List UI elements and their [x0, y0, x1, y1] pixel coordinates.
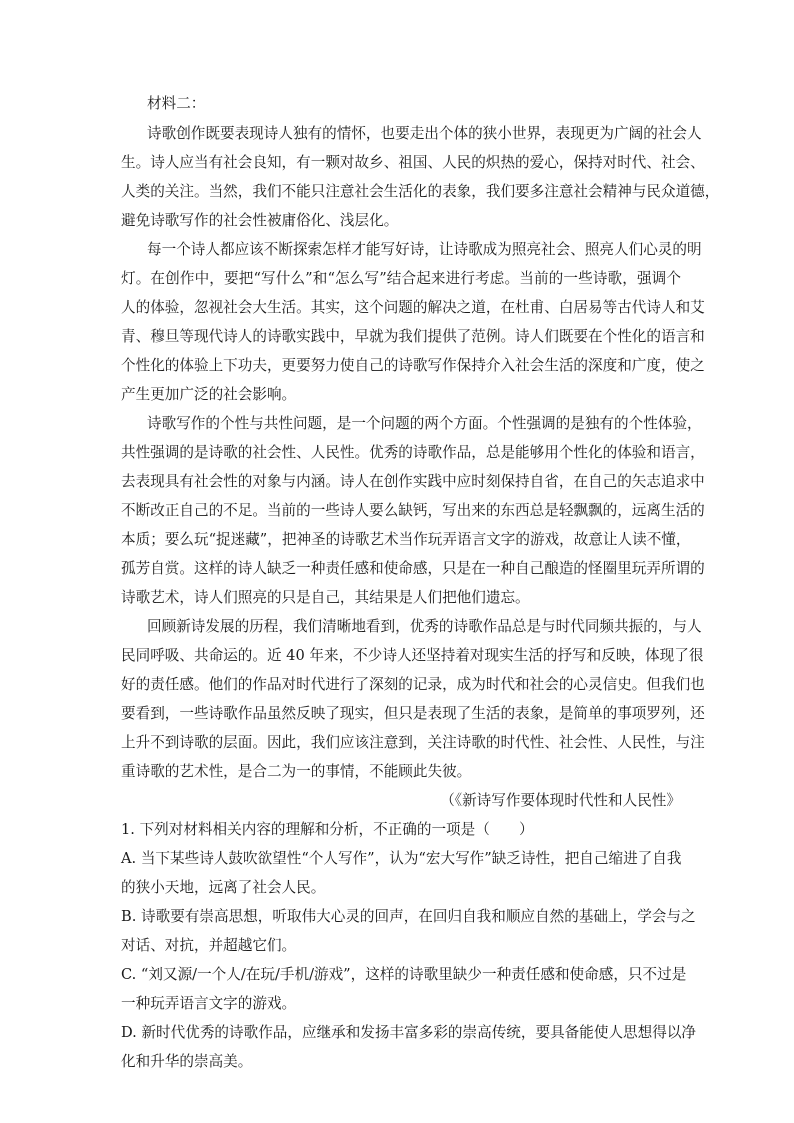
paragraph-3-line-1: 诗歌写作的个性与共性问题，是一个问题的两个方面。个性强调的是独有的个性体验，: [147, 415, 702, 432]
paragraph-3-line-7: 诗歌艺术，诗人们照亮的只是自己，其结果是人们把他们遗忘。: [121, 589, 530, 606]
question-stem: 1. 下列对材料相关内容的理解和分析，不正确的一项是（ ）: [121, 821, 534, 838]
paragraph-2-line-5: 个性化的体验上下功夫，更要努力使自己的诗歌写作保持介入社会生活的深度和广度，使之: [121, 357, 705, 374]
option-c-line-2: 一种玩弄语言文字的游戏。: [121, 995, 297, 1012]
option-a-line-1: A. 当下某些诗人鼓吹欲望性“个人写作”，认为“宏大写作”缺乏诗性，把自己缩进了自我: [121, 850, 682, 867]
paragraph-1-line-2: 生。诗人应当有社会良知，有一颗对故乡、祖国、人民的炽热的爱心，保持对时代、社会、: [121, 154, 705, 171]
paragraph-2-line-3: 人的体验，忽视社会大生活。其实，这个问题的解决之道，在杜甫、白居易等古代诗人和艾: [121, 299, 705, 316]
paragraph-4-line-6: 重诗歌的艺术性，是合二为一的事情，不能顾此失彼。: [121, 763, 472, 780]
paragraph-4-line-5: 上升不到诗歌的层面。因此，我们应该注意到，关注诗歌的时代性、社会性、人民性，与注: [121, 734, 705, 751]
paragraph-2-line-1: 每一个诗人都应该不断探索怎样才能写好诗，让诗歌成为照亮社会、照亮人们心灵的明: [147, 241, 702, 258]
paragraph-2-line-6: 产生更加广泛的社会影响。: [121, 386, 297, 403]
paragraph-4-line-1: 回顾新诗发展的历程，我们清晰地看到，优秀的诗歌作品总是与时代同频共振的，与人: [147, 618, 702, 635]
paragraph-4-line-2: 民同呼吸、共命运的。近 40 年来，不少诗人还坚持着对现实生活的抒写和反映，体现了很: [121, 647, 704, 664]
material-title: 材料二：: [147, 95, 206, 112]
paragraph-4-line-4: 要看到，一些诗歌作品虽然反映了现实，但只是表现了生活的表象，是简单的事项罗列，还: [121, 705, 705, 722]
paragraph-3-line-5: 本质；要么玩“捉迷藏”，把神圣的诗歌艺术当作玩弄语言文字的游戏，故意让人读不懂，: [121, 531, 691, 548]
option-d-line-2: 化和升华的崇高美。: [121, 1053, 253, 1070]
paragraph-2-line-4: 青、穆旦等现代诗人的诗歌实践中，早就为我们提供了范例。诗人们既要在个性化的语言和: [121, 328, 705, 345]
paragraph-1-line-1: 诗歌创作既要表现诗人独有的情怀，也要走出个体的狭小世界，表现更为广阔的社会人: [147, 125, 702, 142]
option-c-line-1: C. “刘又源/一个人/在玩/手机/游戏”，这样的诗歌里缺少一种责任感和使命感，只不过是: [121, 966, 687, 983]
source-citation: （《新诗写作要体现时代性和人民性》: [440, 792, 681, 809]
option-a-line-2: 的狭小天地，远离了社会人民。: [121, 879, 326, 896]
paragraph-3-line-4: 不断改正自己的不足。当前的一些诗人要么缺钙，写出来的东西总是轻飘飘的，远离生活的: [121, 502, 705, 519]
paragraph-3-line-6: 孤芳自赏。这样的诗人缺乏一种责任感和使命感，只是在一种自己酿造的怪圈里玩弄所谓的: [121, 560, 705, 577]
paragraph-4-line-3: 好的责任感。他们的作品对时代进行了深刻的记录，成为时代和社会的心灵信史。但我们也: [121, 676, 705, 693]
option-d-line-1: D. 新时代优秀的诗歌作品，应继承和发扬丰富多彩的崇高传统，要具备能使人思想得以净: [121, 1024, 697, 1041]
paragraph-1-line-4: 避免诗歌写作的社会性被庸俗化、浅层化。: [121, 212, 399, 229]
paragraph-2-line-2: 灯。在创作中，要把“写什么”和“怎么写”结合起来进行考虑。当前的一些诗歌，强调个: [121, 270, 681, 287]
paragraph-3-line-3: 去表现具有社会性的对象与内涵。诗人在创作实践中应时刻保持自省，在自己的矢志追求中: [121, 473, 705, 490]
paragraph-3-line-2: 共性强调的是诗歌的社会性、人民性。优秀的诗歌作品，总是能够用个性化的体验和语言，: [121, 444, 705, 461]
paragraph-1-line-3: 人类的关注。当然，我们不能只注意社会生活化的表象，我们要多注意社会精神与民众道德，: [121, 183, 720, 200]
option-b-line-1: B. 诗歌要有崇高思想，听取伟大心灵的回声，在回归自我和顺应自然的基础上，学会与之: [121, 908, 696, 925]
option-b-line-2: 对话、对抗，并超越它们。: [121, 937, 297, 954]
